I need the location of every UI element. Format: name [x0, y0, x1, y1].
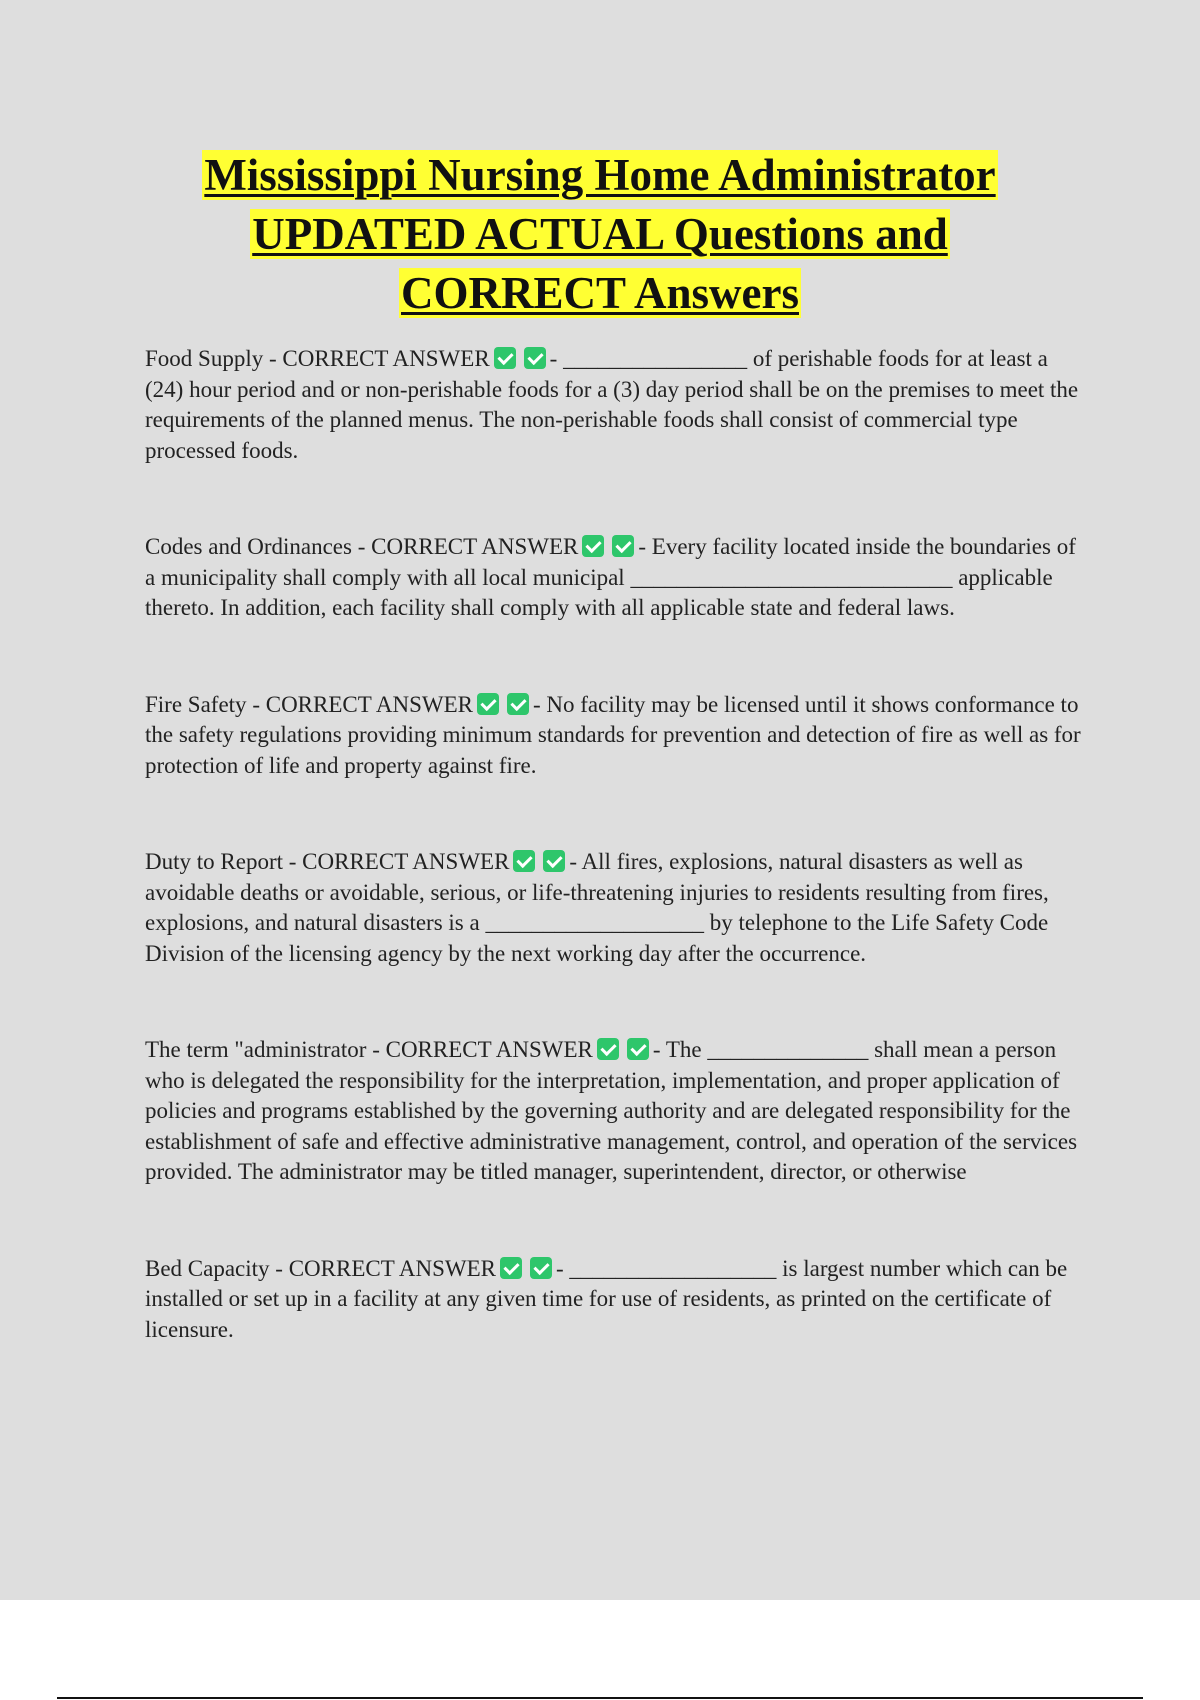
entry-term: Codes and Ordinances — [145, 534, 352, 559]
entry-text: - Every facility located inside the boundaries of a municipality shall comply with all local municipal ____________________________ applicable thereto. In addition, each facility shall comply with all applicable state and federal laws. — [145, 534, 1076, 620]
entry-text: - No facility may be licensed until it shows conformance to the safety regulations providing minimum standards for prevention and detection of fire as well as for protection of life and property against fire. — [145, 691, 1081, 778]
qa-list — [145, 344, 1090, 1345]
entry-text: - __________________ is largest number which can be installed or set up in a facility at any given time for use of residents, as printed on the certificate of licensure. — [145, 1255, 1068, 1342]
check-mark-icon — [612, 535, 634, 557]
check-mark-icon — [627, 1038, 649, 1060]
check-mark-icon — [597, 1038, 619, 1060]
entry-term: Duty to Report — [145, 849, 283, 874]
title-line-2: UPDATED ACTUAL Questions and — [252, 209, 948, 259]
check-mark-icon — [543, 850, 565, 872]
entry-answer-label: CORRECT ANSWER — [385, 1037, 593, 1062]
entry-answer-label: CORRECT ANSWER — [302, 849, 510, 874]
title-line-1: Mississippi Nursing Home Administrator — [204, 150, 996, 200]
entry-text: - All fires, explosions, natural disasters as well as avoidable deaths or avoidable, serious, or life-threatening injuries to residents resulting from fires, explosions, and natural disasters is a ___________________ by telephone to the Life Safety Code Division of the licensing agency by the next working day after the occurrence. — [145, 849, 1049, 966]
entry-term: The term "administrator — [145, 1037, 367, 1062]
check-mark-icon — [507, 693, 529, 715]
entry-text: - ________________ of perishable foods for at least a (24) hour period and or non-perishable foods for a (3) day period shall be on the premises to meet the requirements of the planned menus. The non-perishable foods shall consist of commercial type processed foods. — [145, 346, 1079, 463]
entry-text: - The ______________ shall mean a person who is delegated the responsibility for the interpretation, implementation, and proper application of policies and programs established by the governing authority and are delegated responsibility for the establishment of safe and effective administrative management, control, and operation of the services provided. The administrator may be titled manager, superintendent, director, or otherwise — [145, 1037, 1078, 1184]
qa-entry-administrator: The term "administrator - CORRECT ANSWER - The ______________ shall mean a person who is delegated the responsibility for the interpretation, implementation, and proper application of policies and programs established by the governing authority and are delegated responsibility for the establishment of safe and effective administrative management, control, and operation of the services provided. The administrator may be titled manager, superintendent, director, or otherwise — [145, 1037, 1078, 1184]
check-mark-icon — [494, 347, 516, 369]
check-mark-icon — [477, 693, 499, 715]
document-title — [0, 146, 1200, 323]
entry-term: Fire Safety — [145, 691, 247, 717]
qa-entry-fire-safety: Fire Safety - CORRECT ANSWER - No facility may be licensed until it shows conformance to the safety regulations providing minimum standards for prevention and detection of fire as well as for protection of life and property against fire. — [145, 691, 1081, 778]
entry-answer-label: CORRECT ANSWER — [371, 534, 579, 559]
check-mark-icon — [524, 347, 546, 369]
page-divider — [57, 1697, 1143, 1699]
entry-answer-label: CORRECT ANSWER — [282, 346, 490, 371]
entry-answer-label: CORRECT ANSWER — [265, 691, 473, 717]
title-line-3: CORRECT Answers — [401, 268, 799, 318]
qa-entry-duty-to-report: Duty to Report - CORRECT ANSWER - All fires, explosions, natural disasters as well as avoidable deaths or avoidable, serious, or life-threatening injuries to residents resulting from fires, explosions, and natural disasters is a ___________________ by telephone to the Life Safety Code Division of the licensing agency by the next working day after the occurrence. — [145, 849, 1049, 966]
check-mark-icon — [582, 535, 604, 557]
check-mark-icon — [530, 1257, 552, 1279]
entry-term: Food Supply — [145, 346, 264, 371]
entry-term: Bed Capacity — [145, 1255, 270, 1281]
entry-answer-label: CORRECT ANSWER — [288, 1255, 496, 1281]
qa-entry-food-supply: Food Supply - CORRECT ANSWER - ________________ of perishable foods for at least a (24) hour period and or non-perishable foods for a (3) day period shall be on the premises to meet the requirements of the planned menus. The non-perishable foods shall consist of commercial type processed foods. — [145, 346, 1079, 463]
check-mark-icon — [500, 1257, 522, 1279]
check-mark-icon — [513, 850, 535, 872]
qa-entry-bed-capacity: Bed Capacity - CORRECT ANSWER - __________________ is largest number which can be installed or set up in a facility at any given time for use of residents, as printed on the certificate of licensure. — [145, 1255, 1068, 1342]
qa-entry-codes-and-ordinances: Codes and Ordinances - CORRECT ANSWER - Every facility located inside the boundaries of a municipality shall comply with all local municipal ____________________________ applicable thereto. In addition, each facility shall comply with all applicable state and federal laws. — [145, 534, 1076, 620]
